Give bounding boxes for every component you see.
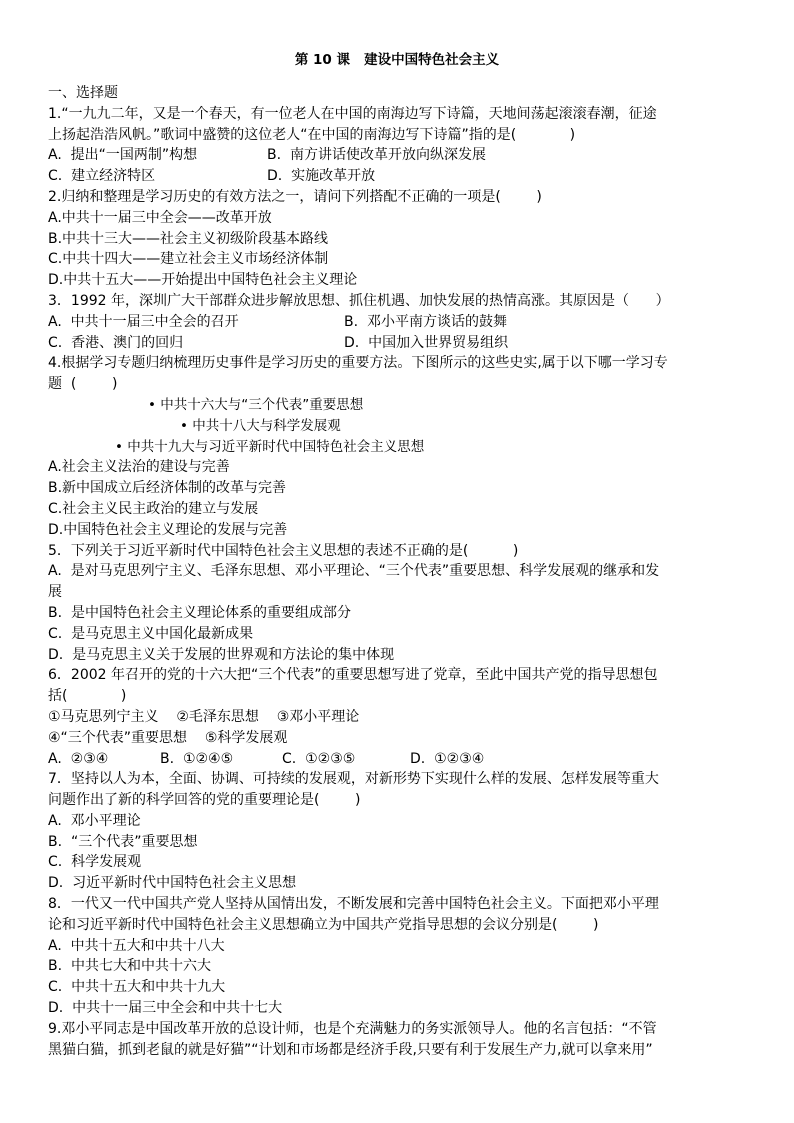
q1-option-a: A. 提出“一国两制”构想 <box>48 147 198 164</box>
q6-options <box>48 749 748 770</box>
q7-option-a: A. 邓小平理论 <box>48 812 141 829</box>
q7-stem-line1: 7．坚持以人为本，全面、协调、可持续的发展观，对新形势下实现什么样的发展、怎样发展等重大 <box>48 771 659 788</box>
q1-options-cd <box>48 166 748 187</box>
q2-option-b: B.中共十三大——社会主义初级阶段基本路线 <box>48 230 329 247</box>
question-list <box>48 83 748 1060</box>
q6-stem-line2: 括( ) <box>48 688 127 705</box>
q4-option-b: B.新中国成立后经济体制的改革与完善 <box>48 480 287 497</box>
q3-options-ab <box>48 312 748 333</box>
q4-bullet-3: • 中共十九大与习近平新时代中国特色社会主义思想 <box>115 438 425 455</box>
q2-option-a: A.中共十一届三中全会——改革开放 <box>48 209 272 226</box>
q4-bullet-2: • 中共十八大与科学发展观 <box>180 417 341 434</box>
q3-stem: 3．1992 年，深圳广大干部群众进步解放思想、抓住机遇、加快发展的热情高涨。其原因是（ ） <box>48 292 670 309</box>
q2-option-c: C.中共十四大——建立社会主义市场经济体制 <box>48 251 329 268</box>
q5-option-a-line2: 展 <box>48 584 62 601</box>
q7-stem-line2: 问题作出了新的科学回答的党的重要理论是( ) <box>48 792 361 809</box>
q4-bullet-1: • 中共十六大与“三个代表”重要思想 <box>148 396 364 413</box>
q3-option-c: C. 香港、澳门的回归 <box>48 334 184 351</box>
q8-stem-line1: 8．一代又一代中国共产党人坚持从国情出发，不断发展和完善中国特色社会主义。下面把邓小平理 <box>48 896 659 913</box>
q7-option-c: C. 科学发展观 <box>48 854 142 871</box>
q1-stem-line1: 1.“一九九二年，又是一个春天，有一位老人在中国的南海边写下诗篇，天地间荡起滚滚春潮，征途 <box>48 105 657 122</box>
q8-stem-line2: 论和习近平新时代中国特色社会主义思想确立为中国共产党指导思想的会议分别是( ) <box>48 916 599 933</box>
q7-option-d: D. 习近平新时代中国特色社会主义思想 <box>48 875 297 892</box>
q5-option-a-line1: A. 是对马克思列宁主义、毛泽东思想、邓小平理论、“三个代表”重要思想、科学发展观的继承和发 <box>48 563 660 580</box>
q5-option-c: C. 是马克思主义中国化最新成果 <box>48 625 254 642</box>
q8-option-b: B. 中共七大和中共十六大 <box>48 958 211 975</box>
lesson-title: 第 10 课 建设中国特色社会主义 <box>294 52 500 68</box>
q4-option-d: D.中国特色社会主义理论的发展与完善 <box>48 521 288 538</box>
q4-stem-line1: 4.根据学习专题归纳梳理历史事件是学习历史的重要方法。下图所示的这些史实,属于以下哪一学习专 <box>48 355 668 372</box>
q1-options-ab <box>48 145 748 166</box>
q9-stem-line1: 9.邓小平同志是中国改革开放的总设计师，也是个充满魅力的务实派领导人。他的名言包括：“不管 <box>48 1020 657 1037</box>
q2-stem: 2.归纳和整理是学习历史的有效方法之一，请问下列搭配不正确的一项是( ) <box>48 188 542 205</box>
q4-stem-line2: 题 ( ) <box>48 376 118 393</box>
q3-option-b: B. 邓小平南方谈话的鼓舞 <box>344 313 507 330</box>
q4-option-a: A.社会主义法治的建设与完善 <box>48 459 230 476</box>
q4-option-c: C.社会主义民主政治的建立与发展 <box>48 500 259 517</box>
q1-option-b: B. 南方讲话使改革开放向纵深发展 <box>267 147 486 164</box>
q9-stem-line2: 黑猫白猫，抓到老鼠的就是好猫”“计划和市场都是经济手段,只要有利于发展生产力,就可以拿来用” <box>48 1041 653 1058</box>
q2-option-d: D.中共十五大——开始提出中国特色社会主义理论 <box>48 272 358 289</box>
q1-stem-line2: 上扬起浩浩风帆。”歌词中盛赞的这位老人“在中国的南海边写下诗篇”指的是( ) <box>48 126 576 143</box>
q5-stem: 5．下列关于习近平新时代中国特色社会主义思想的表述不正确的是( ) <box>48 542 519 559</box>
q3-option-a: A. 中共十一届三中全会的召开 <box>48 313 239 330</box>
section-heading: 一、选择题 <box>48 85 118 101</box>
q6-option-a: A. ②③④ <box>48 750 109 767</box>
q6-stem-line1: 6．2002 年召开的党的十六大把“三个代表”的重要思想写进了党章，至此中国共产党的指导思想包 <box>48 667 658 684</box>
q3-options-cd <box>48 333 748 354</box>
q6-items-line2: ④“三个代表”重要思想 ⑤科学发展观 <box>48 729 288 746</box>
q8-option-d: D. 中共十一届三中全会和中共十七大 <box>48 1000 283 1017</box>
q8-option-a: A. 中共十五大和中共十八大 <box>48 937 225 954</box>
q5-option-d: D. 是马克思主义关于发展的世界观和方法论的集中体现 <box>48 646 395 663</box>
q5-option-b: B. 是中国特色社会主义理论体系的重要组成部分 <box>48 604 351 621</box>
q8-option-c: C. 中共十五大和中共十九大 <box>48 979 226 996</box>
q6-option-d: D. ①②③④ <box>410 750 485 767</box>
q1-option-c: C. 建立经济特区 <box>48 168 156 185</box>
q6-option-b: B. ①②④⑤ <box>160 750 234 767</box>
q6-items-line1: ①马克思列宁主义 ②毛泽东思想 ③邓小平理论 <box>48 708 360 725</box>
q1-option-d: D. 实施改革开放 <box>267 168 376 185</box>
q3-option-d: D. 中国加入世界贸易组织 <box>344 334 509 351</box>
q6-option-c: C. ①②③⑤ <box>282 750 356 767</box>
q7-option-b: B. “三个代表”重要思想 <box>48 833 198 850</box>
